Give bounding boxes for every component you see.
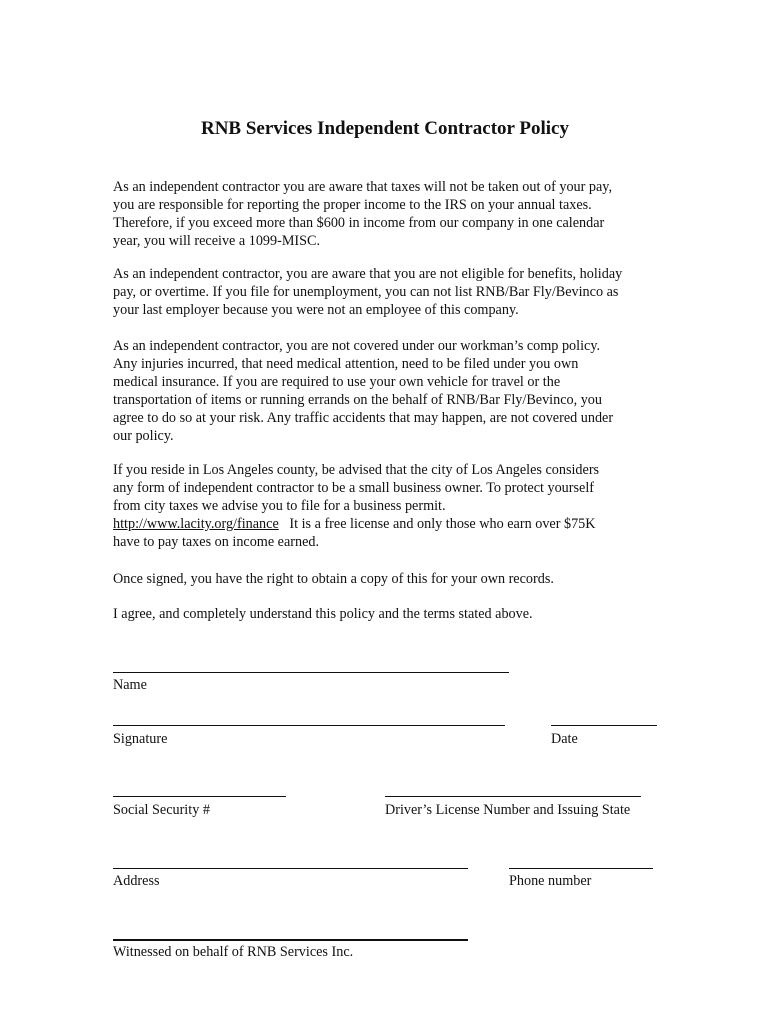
- paragraph-line: your last employer because you were not an employee of this company.: [113, 302, 519, 318]
- paragraph-line: agree to do so at your risk. Any traffic accidents that may happen, are not covered under: [113, 410, 614, 426]
- link-suffix-text: It is a free license and only those who earn over $75K: [278, 516, 596, 532]
- paragraph-benefits: [113, 265, 673, 319]
- drivers-license-line[interactable]: [385, 796, 641, 797]
- paragraph-line: have to pay taxes on income earned.: [113, 534, 320, 550]
- paragraph-line: As an independent contractor, you are not covered under our workman’s comp policy.: [113, 338, 601, 354]
- signature-line[interactable]: [113, 725, 505, 726]
- paragraph-line: Any injuries incurred, that need medical attention, need to be filed under you own: [113, 356, 579, 372]
- paragraph-line: If you reside in Los Angeles county, be advised that the city of Los Angeles considers: [113, 462, 600, 478]
- paragraph-line: As an independent contractor, you are aware that you are not eligible for benefits, holiday: [113, 266, 623, 282]
- phone-label: Phone number: [509, 873, 592, 889]
- ssn-line[interactable]: [113, 796, 286, 797]
- date-line[interactable]: [551, 725, 657, 726]
- name-signature-line[interactable]: [113, 672, 509, 673]
- ssn-label: Social Security #: [113, 802, 210, 818]
- paragraph-line: transportation of items or running errands on the behalf of RNB/Bar Fly/Bevinco, you: [113, 392, 602, 408]
- paragraph-taxes: [113, 178, 673, 250]
- address-line[interactable]: [113, 868, 468, 869]
- signature-label: Signature: [113, 731, 168, 747]
- drivers-license-label: Driver’s License Number and Issuing State: [385, 802, 631, 818]
- paragraph-line: any form of independent contractor to be a small business owner. To protect yourself: [113, 480, 594, 496]
- paragraph-line: Once signed, you have the right to obtain a copy of this for your own records.: [113, 571, 554, 587]
- paragraph-line: from city taxes we advise you to file for a business permit.: [113, 498, 446, 514]
- paragraph-line: medical insurance. If you are required to use your own vehicle for travel or the: [113, 374, 561, 390]
- paragraph-line-with-link: [113, 515, 673, 533]
- witness-line[interactable]: [113, 939, 468, 941]
- paragraph-line: Therefore, if you exceed more than $600 in income from our company in one calendar: [113, 215, 605, 231]
- paragraph-line: pay, or overtime. If you file for unemployment, you can not list RNB/Bar Fly/Bevinco as: [113, 284, 619, 300]
- paragraph-copy-rights: [113, 570, 673, 588]
- address-label: Address: [113, 873, 160, 889]
- paragraph-line: year, you will receive a 1099-MISC.: [113, 233, 321, 249]
- paragraph-workmans-comp: [113, 337, 673, 445]
- phone-line[interactable]: [509, 868, 653, 869]
- paragraph-los-angeles: [113, 461, 673, 551]
- date-label: Date: [551, 731, 578, 747]
- paragraph-line: As an independent contractor you are aware that taxes will not be taken out of your pay,: [113, 179, 613, 195]
- document-title: RNB Services Independent Contractor Policy: [200, 118, 569, 139]
- name-label: Name: [113, 677, 147, 693]
- paragraph-line: our policy.: [113, 428, 174, 444]
- paragraph-line: you are responsible for reporting the proper income to the IRS on your annual taxes.: [113, 197, 592, 213]
- witness-label: Witnessed on behalf of RNB Services Inc.: [113, 944, 354, 960]
- lacity-finance-link[interactable]: http://www.lacity.org/finance: [113, 516, 279, 532]
- paragraph-agreement: [113, 605, 673, 623]
- paragraph-line: I agree, and completely understand this policy and the terms stated above.: [113, 606, 533, 622]
